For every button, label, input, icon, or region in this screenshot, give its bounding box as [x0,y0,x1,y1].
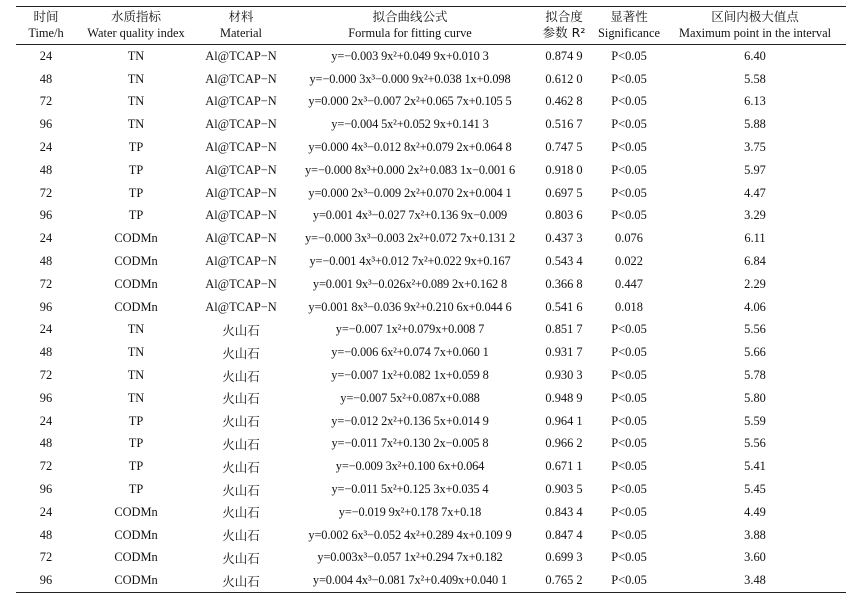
cell-material: Al@TCAP−N [205,94,277,109]
cell-significance: 0.447 [615,276,643,291]
cell-formula: y=−0.000 3x³−0.000 9x²+0.038 1x+0.098 [309,71,511,86]
cell-material: 火山石 [222,322,260,338]
header-max-point [664,7,846,45]
cell-significance: P<0.05 [611,390,647,405]
cell-index: TN [127,94,145,109]
cell-index: CODMn [114,550,158,565]
cell-formula: y=0.000 2x³−0.009 2x²+0.070 2x+0.004 1 [308,185,512,200]
cell-significance: P<0.05 [611,185,647,200]
cell-index: CODMn [114,504,158,519]
cell-index: TN [127,345,145,360]
cell-material: Al@TCAP−N [205,140,277,155]
cell-r2: 0.612 0 [545,71,583,86]
cell-r2: 0.903 5 [545,482,583,497]
cell-material: Al@TCAP−N [205,185,277,200]
table-row [16,524,846,547]
cell-significance: 0.076 [615,231,643,246]
cell-significance: P<0.05 [611,550,647,565]
cell-r2: 0.765 2 [545,573,583,588]
table-row [16,319,846,342]
cell-significance: P<0.05 [611,368,647,383]
cell-time: 24 [39,322,53,337]
fitting-table-container [16,6,846,593]
cell-formula: y=−0.012 2x²+0.136 5x+0.014 9 [331,413,489,428]
header-r2-en: 参数 R² [542,25,586,40]
cell-max-point: 3.60 [744,550,766,565]
header-r2-zh: 拟合度 [545,9,583,24]
cell-index: CODMn [114,276,158,291]
table-row [16,410,846,433]
cell-significance: P<0.05 [611,459,647,474]
header-significance-en: Significance [598,26,660,40]
cell-time: 24 [39,504,53,519]
header-time [16,7,76,45]
cell-formula: y=−0.000 8x³+0.000 2x²+0.083 1x−0.001 6 [305,162,515,177]
cell-index: CODMn [114,254,158,269]
cell-material: 火山石 [222,482,260,498]
cell-material: 火山石 [222,528,260,544]
cell-formula: y=−0.004 5x²+0.052 9x+0.141 3 [331,117,489,132]
table-row [16,136,846,159]
cell-time: 24 [39,231,53,246]
table-row [16,296,846,319]
cell-index: CODMn [114,573,158,588]
header-time-en: Time/h [28,26,64,40]
cell-formula: y=−0.003 9x²+0.049 9x+0.010 3 [331,48,489,63]
cell-index: TP [128,140,144,155]
cell-material: Al@TCAP−N [205,71,277,86]
cell-max-point: 4.49 [744,504,766,519]
header-max-point-zh: 区间内极大值点 [711,9,799,24]
cell-significance: P<0.05 [611,140,647,155]
cell-max-point: 5.58 [744,71,766,86]
cell-r2: 0.918 0 [545,162,583,177]
cell-time: 48 [39,527,53,542]
header-significance-zh: 显著性 [610,9,648,24]
table-row [16,433,846,456]
table-row [16,547,846,570]
table-row [16,364,846,387]
cell-max-point: 6.13 [744,94,766,109]
cell-material: Al@TCAP−N [205,276,277,291]
cell-index: TP [128,459,144,474]
header-significance [594,7,664,45]
cell-material: 火山石 [222,368,260,384]
table-row [16,68,846,91]
header-row [16,7,846,45]
table-row [16,569,846,592]
cell-material: 火山石 [222,345,260,361]
cell-r2: 0.966 2 [545,436,583,451]
header-time-zh: 时间 [33,9,59,24]
cell-significance: P<0.05 [611,413,647,428]
header-formula-zh: 拟合曲线公式 [372,9,448,24]
cell-material: 火山石 [222,573,260,589]
cell-r2: 0.366 8 [545,276,583,291]
header-formula-en: Formula for fitting curve [348,26,472,40]
header-material-en: Material [220,26,262,40]
cell-formula: y=0.000 2x³−0.007 2x²+0.065 7x+0.105 5 [308,94,512,109]
cell-material: Al@TCAP−N [205,254,277,269]
cell-index: TP [128,436,144,451]
table-row [16,341,846,364]
cell-formula: y=0.001 9x³−0.026x²+0.089 2x+0.162 8 [312,276,508,291]
cell-time: 96 [39,117,53,132]
cell-formula: y=−0.009 3x²+0.100 6x+0.064 [335,459,485,474]
cell-formula: y=−0.007 1x²+0.079x+0.008 7 [335,322,485,337]
cell-significance: 0.022 [615,254,643,269]
cell-time: 96 [39,208,53,223]
table-row [16,159,846,182]
cell-index: TN [127,71,145,86]
cell-max-point: 6.11 [744,231,766,246]
cell-r2: 0.671 1 [545,459,583,474]
cell-formula: y=−0.019 9x²+0.178 7x+0.18 [338,504,482,519]
cell-formula: y=−0.007 1x²+0.082 1x+0.059 8 [331,368,489,383]
cell-time: 72 [39,185,53,200]
cell-material: Al@TCAP−N [205,208,277,223]
cell-formula: y=−0.000 3x³−0.003 2x²+0.072 7x+0.131 2 [305,231,515,246]
cell-max-point: 3.88 [744,527,766,542]
header-max-point-en: Maximum point in the interval [678,26,832,40]
cell-material: 火山石 [222,436,260,452]
cell-significance: 0.018 [615,299,643,314]
cell-max-point: 5.41 [744,459,766,474]
cell-time: 72 [39,276,53,291]
cell-time: 48 [39,436,53,451]
cell-formula: y=0.000 4x³−0.012 8x²+0.079 2x+0.064 8 [308,140,512,155]
cell-significance: P<0.05 [611,71,647,86]
header-material [196,7,286,45]
cell-index: TN [127,390,145,405]
cell-formula: y=−0.011 5x²+0.125 3x+0.035 4 [331,482,489,497]
cell-significance: P<0.05 [611,208,647,223]
cell-r2: 0.516 7 [545,117,583,132]
cell-max-point: 3.75 [744,140,766,155]
table-row [16,205,846,228]
cell-r2: 0.543 4 [545,254,583,269]
header-index-zh: 水质指标 [110,9,161,24]
cell-significance: P<0.05 [611,94,647,109]
cell-r2: 0.847 4 [545,527,583,542]
cell-r2: 0.843 4 [545,504,583,519]
cell-max-point: 5.78 [744,368,766,383]
cell-formula: y=0.004 4x³−0.081 7x²+0.409x+0.040 1 [312,573,508,588]
cell-r2: 0.874 9 [545,48,583,63]
cell-time: 48 [39,345,53,360]
cell-formula: y=0.001 4x³−0.027 7x²+0.136 9x−0.009 [312,208,508,223]
cell-time: 48 [39,254,53,269]
cell-formula: y=0.003x³−0.057 1x²+0.294 7x+0.182 [317,550,503,565]
cell-r2: 0.851 7 [545,322,583,337]
cell-significance: P<0.05 [611,162,647,177]
cell-max-point: 4.47 [744,185,766,200]
cell-index: CODMn [114,299,158,314]
cell-r2: 0.462 8 [545,94,583,109]
cell-significance: P<0.05 [611,436,647,451]
cell-max-point: 5.80 [744,390,766,405]
cell-time: 96 [39,573,53,588]
cell-r2: 0.930 3 [545,368,583,383]
cell-significance: P<0.05 [611,48,647,63]
cell-time: 72 [39,459,53,474]
cell-material: 火山石 [222,505,260,521]
cell-r2: 0.437 3 [545,231,583,246]
cell-index: TN [127,117,145,132]
cell-formula: y=−0.001 4x³+0.012 7x²+0.022 9x+0.167 [309,254,511,269]
table-row [16,113,846,136]
header-index-en: Water quality index [87,26,185,40]
cell-time: 72 [39,94,53,109]
cell-r2: 0.948 9 [545,390,583,405]
cell-index: TP [128,208,144,223]
cell-formula: y=−0.007 5x²+0.087x+0.088 [340,390,480,405]
cell-r2: 0.697 5 [545,185,583,200]
cell-formula: y=0.001 8x³−0.036 9x²+0.210 6x+0.044 6 [308,299,512,314]
cell-r2: 0.931 7 [545,345,583,360]
cell-significance: P<0.05 [611,482,647,497]
cell-time: 72 [39,550,53,565]
cell-time: 72 [39,368,53,383]
cell-time: 24 [39,140,53,155]
cell-max-point: 5.45 [744,482,766,497]
cell-max-point: 6.40 [744,48,766,63]
cell-significance: P<0.05 [611,527,647,542]
cell-index: TP [128,413,144,428]
cell-r2: 0.699 3 [545,550,583,565]
cell-time: 96 [39,482,53,497]
cell-time: 24 [39,48,53,63]
table-body [16,45,846,593]
cell-material: 火山石 [222,550,260,566]
header-r2 [534,7,594,45]
cell-index: CODMn [114,231,158,246]
cell-material: Al@TCAP−N [205,231,277,246]
table-row [16,478,846,501]
cell-max-point: 4.06 [744,299,766,314]
header-material-zh: 材料 [228,9,254,24]
cell-time: 48 [39,162,53,177]
cell-time: 48 [39,71,53,86]
cell-material: Al@TCAP−N [205,48,277,63]
cell-significance: P<0.05 [611,573,647,588]
fitting-curve-table [16,6,846,593]
cell-r2: 0.747 5 [545,140,583,155]
cell-r2: 0.541 6 [545,299,583,314]
cell-r2: 0.803 6 [545,208,583,223]
cell-significance: P<0.05 [611,117,647,132]
cell-max-point: 5.66 [744,345,766,360]
header-formula [286,7,534,45]
cell-max-point: 5.59 [744,413,766,428]
cell-material: Al@TCAP−N [205,299,277,314]
cell-material: 火山石 [222,391,260,407]
cell-index: CODMn [114,527,158,542]
table-row [16,227,846,250]
cell-max-point: 2.29 [744,276,766,291]
table-header [16,7,846,45]
table-row [16,455,846,478]
cell-material: Al@TCAP−N [205,162,277,177]
cell-r2: 0.964 1 [545,413,583,428]
table-row [16,45,846,68]
cell-formula: y=−0.006 6x²+0.074 7x+0.060 1 [331,345,489,360]
header-water-quality-index [76,7,196,45]
cell-max-point: 6.84 [744,254,766,269]
cell-material: 火山石 [222,414,260,430]
cell-material: Al@TCAP−N [205,117,277,132]
table-row [16,501,846,524]
cell-max-point: 5.97 [744,162,766,177]
table-row [16,250,846,273]
cell-time: 96 [39,390,53,405]
cell-index: TP [128,162,144,177]
cell-index: TN [127,322,145,337]
cell-significance: P<0.05 [611,322,647,337]
cell-material: 火山石 [222,459,260,475]
cell-max-point: 3.48 [744,573,766,588]
cell-significance: P<0.05 [611,504,647,519]
cell-max-point: 5.56 [744,436,766,451]
cell-formula: y=0.002 6x³−0.052 4x²+0.289 4x+0.109 9 [308,527,512,542]
cell-formula: y=−0.011 7x²+0.130 2x−0.005 8 [331,436,489,451]
cell-index: TP [128,482,144,497]
table-row [16,182,846,205]
table-row [16,91,846,114]
cell-max-point: 5.88 [744,117,766,132]
cell-index: TN [127,368,145,383]
cell-time: 24 [39,413,53,428]
cell-index: TN [127,48,145,63]
cell-significance: P<0.05 [611,345,647,360]
cell-max-point: 3.29 [744,208,766,223]
table-row [16,273,846,296]
cell-time: 96 [39,299,53,314]
cell-max-point: 5.56 [744,322,766,337]
cell-index: TP [128,185,144,200]
table-row [16,387,846,410]
